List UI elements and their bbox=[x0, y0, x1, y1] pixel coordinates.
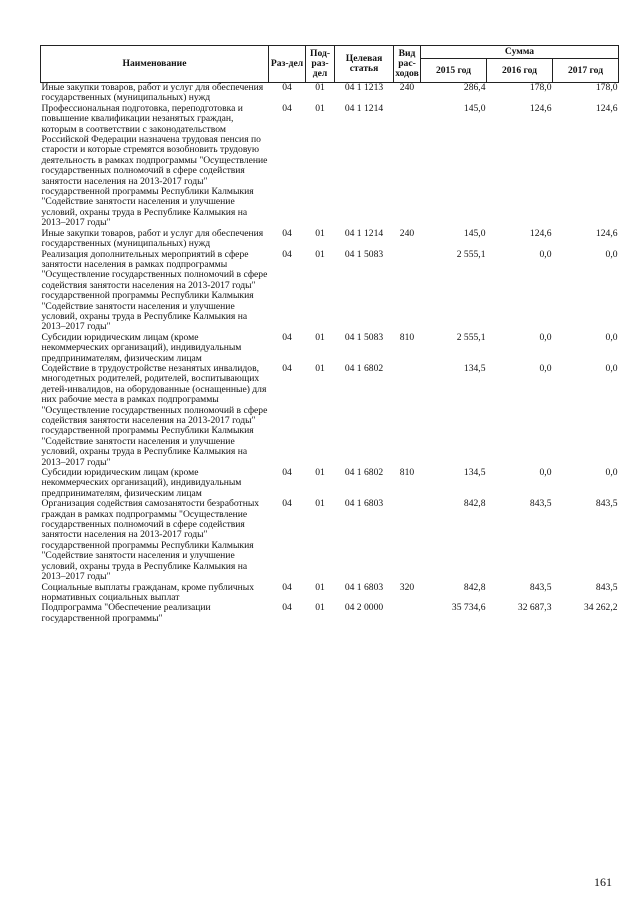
row-podrazdel: 01 bbox=[315, 102, 325, 114]
header-target-article: Целевая статья bbox=[335, 46, 394, 83]
row-expense-type: 240 bbox=[399, 82, 415, 93]
row-razdel: 04 bbox=[282, 581, 292, 593]
row-sum-2017: 124,6 bbox=[595, 227, 618, 239]
row-name: Реализация дополнительных мероприятий в сфере занятости населения в рамках подпрограммы "Осуществление государственных полномочий в сфере содействия занятости населения на 2013-2017 годы" государственной программы Республики Калмыкия "Содействие занятости населения и улучшение условий, охраны труда в Республике Калмыкия на 2013–2017 годы" bbox=[41, 248, 268, 333]
row-target-article: 04 1 1214 bbox=[344, 227, 384, 239]
row-podrazdel: 01 bbox=[315, 248, 325, 260]
row-razdel: 04 bbox=[282, 602, 292, 614]
row-sum-2016: 178,0 bbox=[529, 82, 552, 93]
row-expense-type: 810 bbox=[399, 467, 415, 479]
row-expense-type bbox=[394, 104, 421, 229]
row-sum-2017: 178,0 bbox=[595, 82, 618, 93]
row-target-article: 04 1 5083 bbox=[344, 331, 384, 343]
row-name: Социальные выплаты гражданам, кроме публичных нормативных социальных выплат bbox=[41, 581, 255, 603]
row-razdel: 04 bbox=[282, 102, 292, 114]
row-sum-2015: 145,0 bbox=[463, 102, 486, 114]
row-sum-2015: 842,8 bbox=[463, 581, 486, 593]
row-sum-2016: 843,5 bbox=[529, 498, 552, 510]
table-row bbox=[41, 250, 619, 333]
row-razdel: 04 bbox=[282, 248, 292, 260]
row-name: Иные закупки товаров, работ и услуг для обеспечения государственных (муниципальных) нужд bbox=[41, 227, 264, 250]
row-razdel: 04 bbox=[282, 82, 292, 93]
header-sum: Сумма bbox=[421, 46, 619, 59]
header-expense-type: Вид рас-ходов bbox=[394, 46, 421, 83]
row-sum-2017: 0,0 bbox=[605, 331, 618, 343]
table-header bbox=[41, 46, 619, 83]
row-name: Иные закупки товаров, работ и услуг для обеспечения государственных (муниципальных) нужд bbox=[41, 82, 264, 104]
row-expense-type: 320 bbox=[399, 581, 415, 593]
row-target-article: 04 2 0000 bbox=[344, 602, 384, 614]
table-row bbox=[41, 468, 619, 499]
table-row bbox=[41, 104, 619, 229]
row-podrazdel: 01 bbox=[315, 227, 325, 239]
row-sum-2015: 286,4 bbox=[463, 82, 486, 93]
header-year-2016: 2016 год bbox=[487, 59, 553, 83]
row-sum-2016: 0,0 bbox=[539, 362, 552, 374]
row-sum-2016: 0,0 bbox=[539, 467, 552, 479]
row-podrazdel: 01 bbox=[315, 581, 325, 593]
table-row bbox=[41, 364, 619, 468]
row-target-article: 04 1 6803 bbox=[344, 498, 384, 510]
row-name: Организация содействия самозанятости безработных граждан в рамках подпрограммы "Осуществление государственных полномочий в сфере содействия занятости населения на 2013-2017 годы" государственной программы Республики Калмыкия "Содействие занятости населения и улучшение условий, охраны труда в Республике Калмыкия на 2013–2017 годы" bbox=[41, 498, 260, 583]
row-name: Подпрограмма "Обеспечение реализации государственной программы" bbox=[41, 602, 211, 624]
row-razdel: 04 bbox=[282, 331, 292, 343]
row-target-article: 04 1 6802 bbox=[344, 467, 384, 479]
row-razdel: 04 bbox=[282, 362, 292, 374]
row-sum-2015: 35 734,6 bbox=[451, 602, 486, 614]
row-sum-2016: 843,5 bbox=[529, 581, 552, 593]
row-name: Субсидии юридическим лицам (кроме некоммерческих организаций), индивидуальным предпринимателям, физическим лицам bbox=[41, 331, 242, 364]
budget-table bbox=[40, 45, 619, 624]
row-expense-type bbox=[394, 603, 421, 624]
row-sum-2017: 0,0 bbox=[605, 467, 618, 479]
row-expense-type bbox=[394, 364, 421, 468]
row-podrazdel: 01 bbox=[315, 82, 325, 93]
row-name: Содействие в трудоустройстве незанятых инвалидов, многодетных родителей, родителей, воспитывающих детей-инвалидов, на оборудованные (оснащенные) для них рабочие места в рамках подпрограммы "Осуществление государственных полномочий в сфере содействия занятости населения на 2013-2017 годы" государственной программы Республики Калмыкия "Содействие занятости населения и улучшение условий, охраны труда в Республике Калмыкия на 2013–2017 годы" bbox=[41, 362, 268, 468]
row-sum-2015: 2 555,1 bbox=[456, 331, 486, 343]
row-expense-type bbox=[394, 499, 421, 582]
row-podrazdel: 01 bbox=[315, 467, 325, 479]
row-sum-2016: 0,0 bbox=[539, 331, 552, 343]
row-podrazdel: 01 bbox=[315, 362, 325, 374]
row-sum-2017: 124,6 bbox=[595, 102, 618, 114]
table-row bbox=[41, 333, 619, 364]
row-sum-2016: 32 687,3 bbox=[517, 602, 552, 614]
row-sum-2017: 843,5 bbox=[595, 581, 618, 593]
row-sum-2016: 124,6 bbox=[529, 227, 552, 239]
row-target-article: 04 1 6803 bbox=[344, 581, 384, 593]
row-target-article: 04 1 1214 bbox=[344, 102, 384, 114]
row-razdel: 04 bbox=[282, 467, 292, 479]
row-razdel: 04 bbox=[282, 498, 292, 510]
row-expense-type: 810 bbox=[399, 331, 415, 343]
row-sum-2016: 0,0 bbox=[539, 248, 552, 260]
table-row bbox=[41, 229, 619, 250]
table-row bbox=[41, 583, 619, 604]
row-sum-2017: 0,0 bbox=[605, 362, 618, 374]
row-sum-2017: 34 262,2 bbox=[583, 602, 618, 614]
table-row bbox=[41, 603, 619, 624]
row-name: Профессиональная подготовка, переподготовка и повышение квалификации незанятых граждан, которым в соответствии с законодательством Российской Федерации назначена трудовая пенсия по старости и которые стремятся возобновить трудовую деятельность в рамках подпрограммы "Осуществление государственных полномочий в сфере содействия занятости населения на 2013-2017 годы" государственной программы Республики Калмыкия "Содействие занятости населения и улучшение условий, охраны труда в Республике Калмыкия на 2013–2017 годы" bbox=[41, 102, 268, 229]
row-expense-type: 240 bbox=[399, 227, 415, 239]
header-year-2017: 2017 год bbox=[553, 59, 619, 83]
row-sum-2016: 124,6 bbox=[529, 102, 552, 114]
row-sum-2015: 134,5 bbox=[463, 467, 486, 479]
row-sum-2017: 0,0 bbox=[605, 248, 618, 260]
header-razdel: Раз-дел bbox=[269, 46, 306, 83]
row-sum-2015: 134,5 bbox=[463, 362, 486, 374]
table-row bbox=[41, 499, 619, 582]
header-year-2015: 2015 год bbox=[421, 59, 487, 83]
row-target-article: 04 1 6802 bbox=[344, 362, 384, 374]
row-podrazdel: 01 bbox=[315, 498, 325, 510]
row-target-article: 04 1 1213 bbox=[344, 82, 384, 93]
row-sum-2017: 843,5 bbox=[595, 498, 618, 510]
table-row bbox=[41, 83, 619, 104]
header-podrazdel: Под-раз-дел bbox=[306, 46, 335, 83]
table-body bbox=[41, 83, 619, 625]
row-razdel: 04 bbox=[282, 227, 292, 239]
row-expense-type bbox=[394, 250, 421, 333]
row-name: Субсидии юридическим лицам (кроме некоммерческих организаций), индивидуальным предпринимателям, физическим лицам bbox=[41, 467, 242, 499]
row-podrazdel: 01 bbox=[315, 602, 325, 614]
page-number: 161 bbox=[594, 875, 612, 889]
row-sum-2015: 145,0 bbox=[463, 227, 486, 239]
row-podrazdel: 01 bbox=[315, 331, 325, 343]
header-name: Наименование bbox=[41, 46, 269, 83]
row-target-article: 04 1 5083 bbox=[344, 248, 384, 260]
row-sum-2015: 2 555,1 bbox=[456, 248, 486, 260]
row-sum-2015: 842,8 bbox=[463, 498, 486, 510]
